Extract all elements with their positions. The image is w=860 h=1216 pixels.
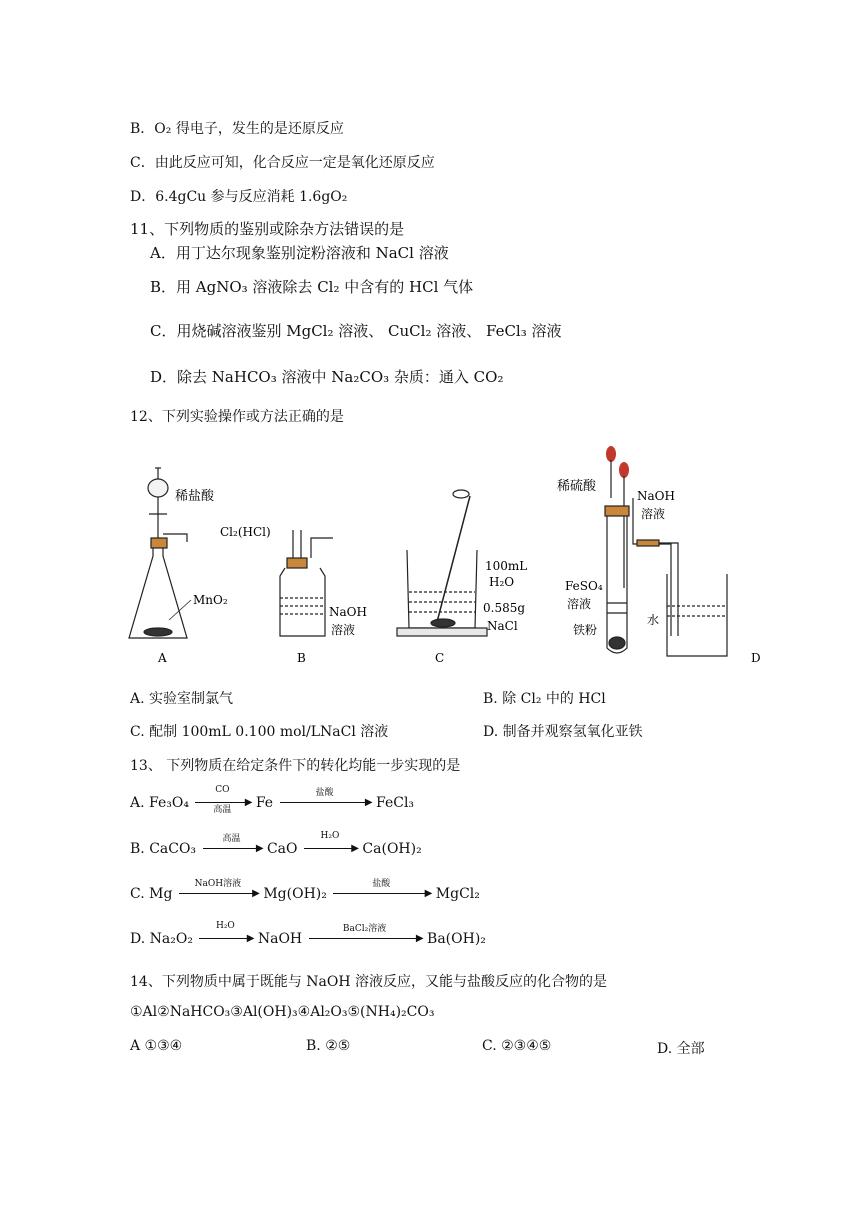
product: Ba(OH)₂ xyxy=(427,931,486,947)
fig-d-fe-label: 铁粉 xyxy=(573,623,598,637)
apparatus-d xyxy=(605,446,727,656)
q13-option-a xyxy=(130,785,415,815)
q13-option-d xyxy=(130,921,486,947)
arrow-head-icon: ▶ xyxy=(252,888,260,899)
arrow-head-icon: ▶ xyxy=(246,933,255,944)
condition-top: 高温 xyxy=(222,834,241,844)
arrow-head-icon: ▶ xyxy=(244,797,253,808)
product: FeCl₃ xyxy=(376,795,415,811)
condition-top: CO xyxy=(215,785,230,795)
arrow-head-icon: ▶ xyxy=(415,933,424,944)
q12-stem: 12、下列实验操作或方法正确的是 xyxy=(130,409,344,425)
reaction-arrow xyxy=(199,921,255,947)
arrow-line xyxy=(304,843,359,854)
reactant: A. Fe₃O₄ xyxy=(130,795,189,811)
arrow-head-icon: ▶ xyxy=(424,888,433,899)
reactant: D. Na₂O₂ xyxy=(130,931,193,947)
q12-option-d: D. 制备并观察氢氧化亚铁 xyxy=(483,724,643,740)
q14-compound-list: ①Al②NaHCO₃③Al(OH)₃④Al₂O₃⑤(NH₄)₂CO₃ xyxy=(130,1004,435,1020)
q14-stem: 14、下列物质中属于既能与 NaOH 溶液反应，又能与盐酸反应的化合物的是 xyxy=(130,974,607,990)
intermediate: NaOH xyxy=(257,931,303,947)
fig-d-water-label: 水 xyxy=(647,613,660,627)
reactant: C. Mg xyxy=(130,886,173,902)
q14-option-b: B. ②⑤ xyxy=(306,1038,351,1054)
condition-top: 盐酸 xyxy=(315,788,334,798)
q12-option-a: A. 实验室制氯气 xyxy=(130,691,234,707)
condition-bottom: 高温 xyxy=(213,805,232,815)
q13-stem: 13、 下列物质在给定条件下的转化均能一步实现的是 xyxy=(130,758,461,774)
condition-top: 盐酸 xyxy=(372,879,391,889)
apparatus-c xyxy=(397,490,487,636)
arrow-line xyxy=(309,933,424,944)
fig-b-sol-label-2: 溶液 xyxy=(331,623,356,637)
reaction-arrow xyxy=(203,834,264,857)
fig-d-naoh-label-2: 溶液 xyxy=(641,507,666,521)
q13-option-c xyxy=(130,879,480,902)
arrow-head-icon: ▶ xyxy=(351,843,359,854)
q11-stem: 11、下列物质的鉴别或除杂方法错误的是 xyxy=(130,220,405,238)
q10-option-b: B．O₂ 得电子，发生的是还原反应 xyxy=(130,121,344,137)
q11-option-a: A．用丁达尔现象鉴别淀粉溶液和 NaCl 溶液 xyxy=(150,244,449,262)
fig-b-gas-label: Cl₂(HCl) xyxy=(220,525,271,539)
fig-c-nacl-label: NaCl xyxy=(487,619,518,633)
reaction-arrow xyxy=(179,879,260,902)
reaction-arrow xyxy=(195,785,253,815)
arrow-line xyxy=(203,843,264,854)
arrow-line xyxy=(195,797,253,808)
q12-apparatus-figure xyxy=(125,438,761,668)
q11-option-b: B．用 AgNO₃ 溶液除去 Cl₂ 中含有的 HCl 气体 xyxy=(150,278,474,296)
fig-c-mass-label: 0.585g xyxy=(483,601,526,615)
q10-option-d: D．6.4gCu 参与反应消耗 1.6gO₂ xyxy=(130,189,348,205)
fig-d-feso4-label: FeSO₄ xyxy=(565,579,603,593)
reactant: B. CaCO₃ xyxy=(130,841,197,857)
intermediate: Mg(OH)₂ xyxy=(263,886,327,902)
fig-c-letter: C xyxy=(435,651,445,665)
fig-b-letter: B xyxy=(297,651,306,665)
reaction-arrow xyxy=(280,788,373,811)
fig-a-letter: A xyxy=(158,651,167,665)
arrow-line xyxy=(179,888,260,899)
fig-a-mno2-label: MnO₂ xyxy=(193,593,228,607)
arrow-head-icon: ▶ xyxy=(255,843,264,854)
q10-option-c: C．由此反应可知，化合反应一定是氧化还原反应 xyxy=(130,155,435,171)
condition-top: NaOH溶液 xyxy=(194,879,242,889)
reaction-arrow xyxy=(309,924,424,947)
apparatus-b xyxy=(280,530,333,636)
arrow-head-icon: ▶ xyxy=(364,797,373,808)
condition-top: H₂O xyxy=(320,831,340,841)
fig-d-sol-label: 溶液 xyxy=(567,597,592,611)
fig-d-letter: D xyxy=(751,651,761,665)
product: MgCl₂ xyxy=(435,886,480,902)
q13-option-b xyxy=(130,831,422,857)
intermediate: CaO xyxy=(266,841,298,857)
fig-c-water-label: H₂O xyxy=(489,575,515,589)
condition-top: H₂O xyxy=(215,921,235,931)
intermediate: Fe xyxy=(255,795,274,811)
arrow-line xyxy=(280,797,373,808)
q12-option-c: C. 配制 100mL 0.100 mol/LNaCl 溶液 xyxy=(130,724,389,740)
fig-c-volume-label: 100mL xyxy=(485,559,528,573)
fig-d-acid-label: 稀硫酸 xyxy=(557,479,597,494)
q14-option-a: A ①③④ xyxy=(130,1038,183,1054)
fig-a-acid-label: 稀盐酸 xyxy=(175,489,215,504)
product: Ca(OH)₂ xyxy=(362,841,422,857)
q11-option-d: D．除去 NaHCO₃ 溶液中 Na₂CO₃ 杂质：通入 CO₂ xyxy=(150,368,504,386)
q14-option-c: C. ②③④⑤ xyxy=(482,1038,552,1054)
arrow-line xyxy=(333,888,433,899)
fig-b-sol-label-1: NaOH xyxy=(329,605,367,619)
reaction-arrow xyxy=(304,831,359,857)
arrow-line xyxy=(199,933,255,944)
q11-option-c: C．用烧碱溶液鉴别 MgCl₂ 溶液、 CuCl₂ 溶液、 FeCl₃ 溶液 xyxy=(150,322,562,340)
q12-option-b: B. 除 Cl₂ 中的 HCl xyxy=(483,691,606,707)
q14-option-d: D. 全部 xyxy=(657,1041,705,1057)
fig-d-naoh-label-1: NaOH xyxy=(637,489,675,503)
reaction-arrow xyxy=(333,879,433,902)
condition-top: BaCl₂溶液 xyxy=(342,924,387,934)
